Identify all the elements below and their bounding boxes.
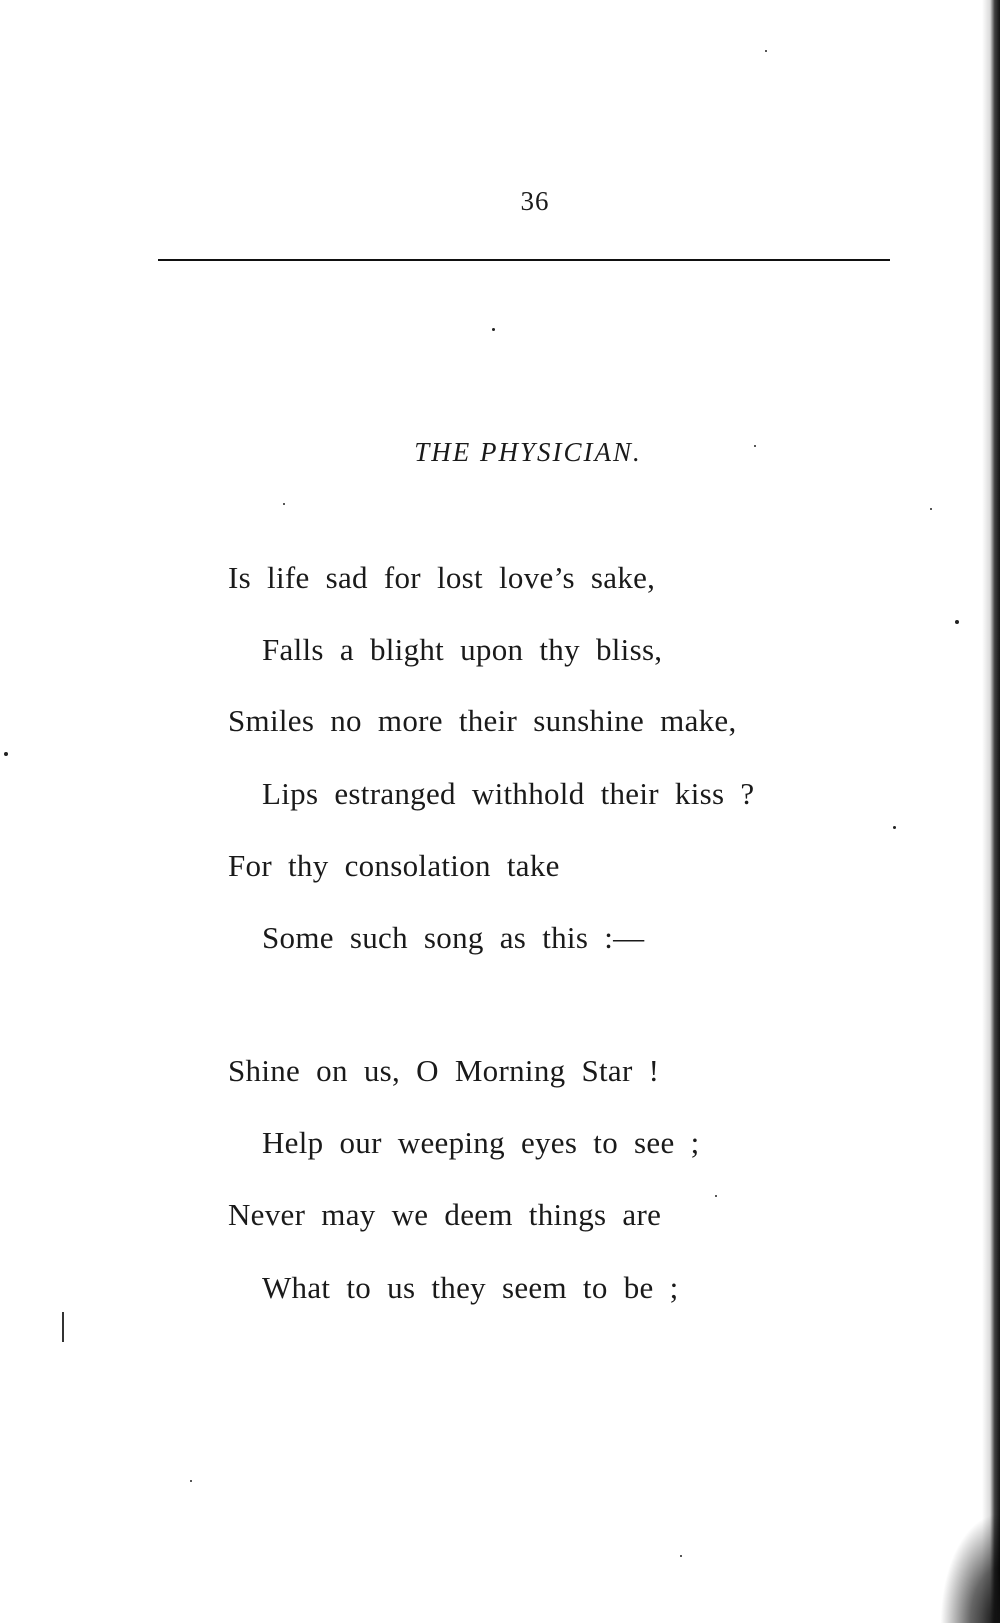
page-number: 36	[520, 186, 550, 216]
verse-line: Shine on us, O Morning Star !	[228, 1053, 660, 1088]
speck	[4, 752, 8, 756]
speck	[754, 445, 756, 447]
speck	[715, 1195, 717, 1197]
speck	[955, 620, 959, 624]
speck	[680, 1555, 682, 1557]
header-rule	[158, 259, 890, 261]
verse-line: Help our weeping eyes to see ;	[262, 1125, 700, 1160]
verse-line: Smiles no more their sunshine make,	[228, 703, 737, 738]
speck	[765, 50, 767, 52]
verse-line: What to us they seem to be ;	[262, 1270, 679, 1305]
verse-line: Lips estranged withhold their kiss ?	[262, 776, 755, 811]
verse-line: Some such song as this :—	[262, 920, 645, 955]
verse-line: Is life sad for lost love’s sake,	[228, 560, 656, 595]
speck	[190, 1480, 192, 1482]
speck	[283, 503, 285, 505]
page-edge-shadow	[982, 0, 1000, 1623]
margin-mark	[62, 1312, 64, 1342]
verse-line: Falls a blight upon thy bliss,	[262, 632, 663, 667]
speck	[492, 328, 495, 331]
verse-line: For thy consolation take	[228, 848, 560, 883]
speck	[930, 508, 932, 510]
speck	[893, 826, 896, 829]
page-corner-shadow	[940, 1513, 1000, 1623]
poem-title: THE PHYSICIAN.	[414, 437, 642, 467]
verse-line: Never may we deem things are	[228, 1197, 662, 1232]
